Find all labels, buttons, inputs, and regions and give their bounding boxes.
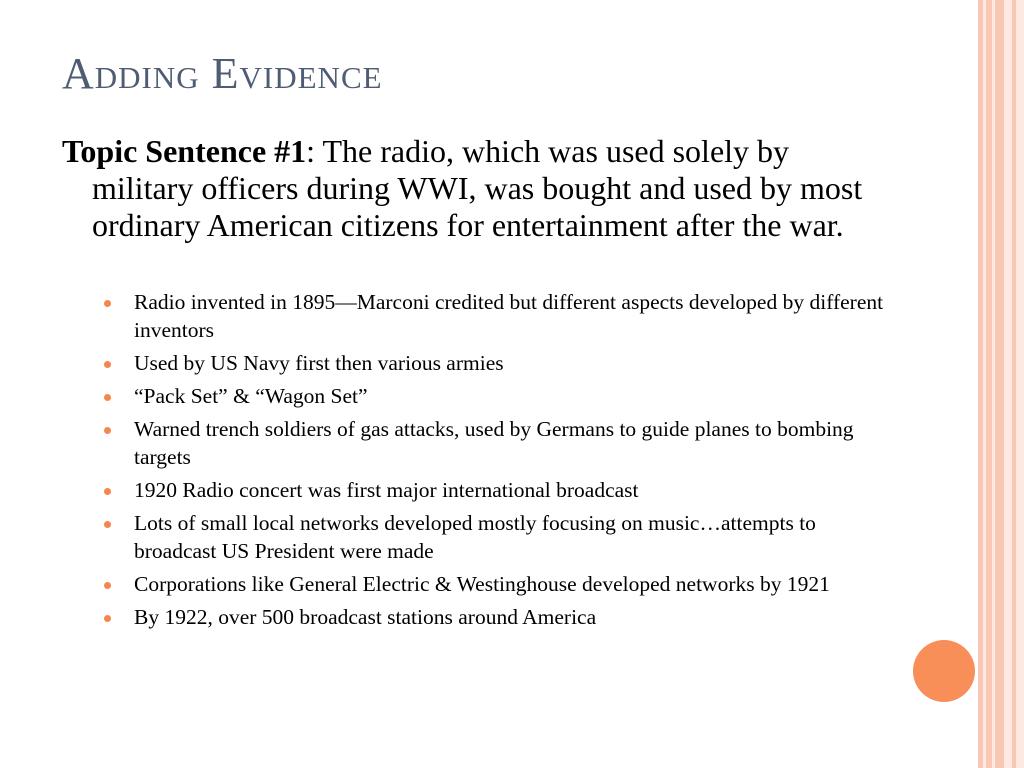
bullet-icon [104,488,111,495]
topic-sentence-text: : The radio, which was used solely by military officers during WWI, was bought and used by most ordinary American citizens for entertainment after the war. [92,133,863,243]
decorative-stripe [1012,0,1016,768]
decorative-stripe [995,0,1004,768]
list-item [100,476,890,504]
bullet-icon [104,582,111,589]
topic-sentence [62,133,882,244]
bullet-icon [104,615,111,622]
list-item-text: 1920 Radio concert was first major international broadcast [134,478,639,502]
list-item [100,603,890,631]
bullet-icon [104,300,111,307]
bullet-icon [104,521,111,528]
list-item-text: Lots of small local networks developed mostly focusing on music…attempts to broadcast US President were made [134,511,816,563]
list-item [100,288,890,344]
bullet-icon [104,427,111,434]
bullet-icon [104,361,111,368]
topic-sentence-label: Topic Sentence #1 [62,133,307,169]
list-item-text: Warned trench soldiers of gas attacks, used by Germans to guide planes to bombing targets [134,417,854,469]
list-item [100,415,890,471]
bullet-icon [104,394,111,401]
list-item [100,349,890,377]
list-item [100,570,890,598]
list-item [100,509,890,565]
list-item-text: Radio invented in 1895—Marconi credited but different aspects developed by different inventors [134,290,884,342]
list-item [100,382,890,410]
list-item-text: Used by US Navy first then various armies [134,351,504,375]
list-item-text: Corporations like General Electric & Westinghouse developed networks by 1921 [134,572,830,596]
evidence-list [100,288,890,636]
list-item-text: By 1922, over 500 broadcast stations around America [134,605,597,629]
slide-title: Adding Evidence [62,49,383,98]
decorative-circle [913,640,975,702]
list-item-text: “Pack Set” & “Wagon Set” [134,384,368,408]
